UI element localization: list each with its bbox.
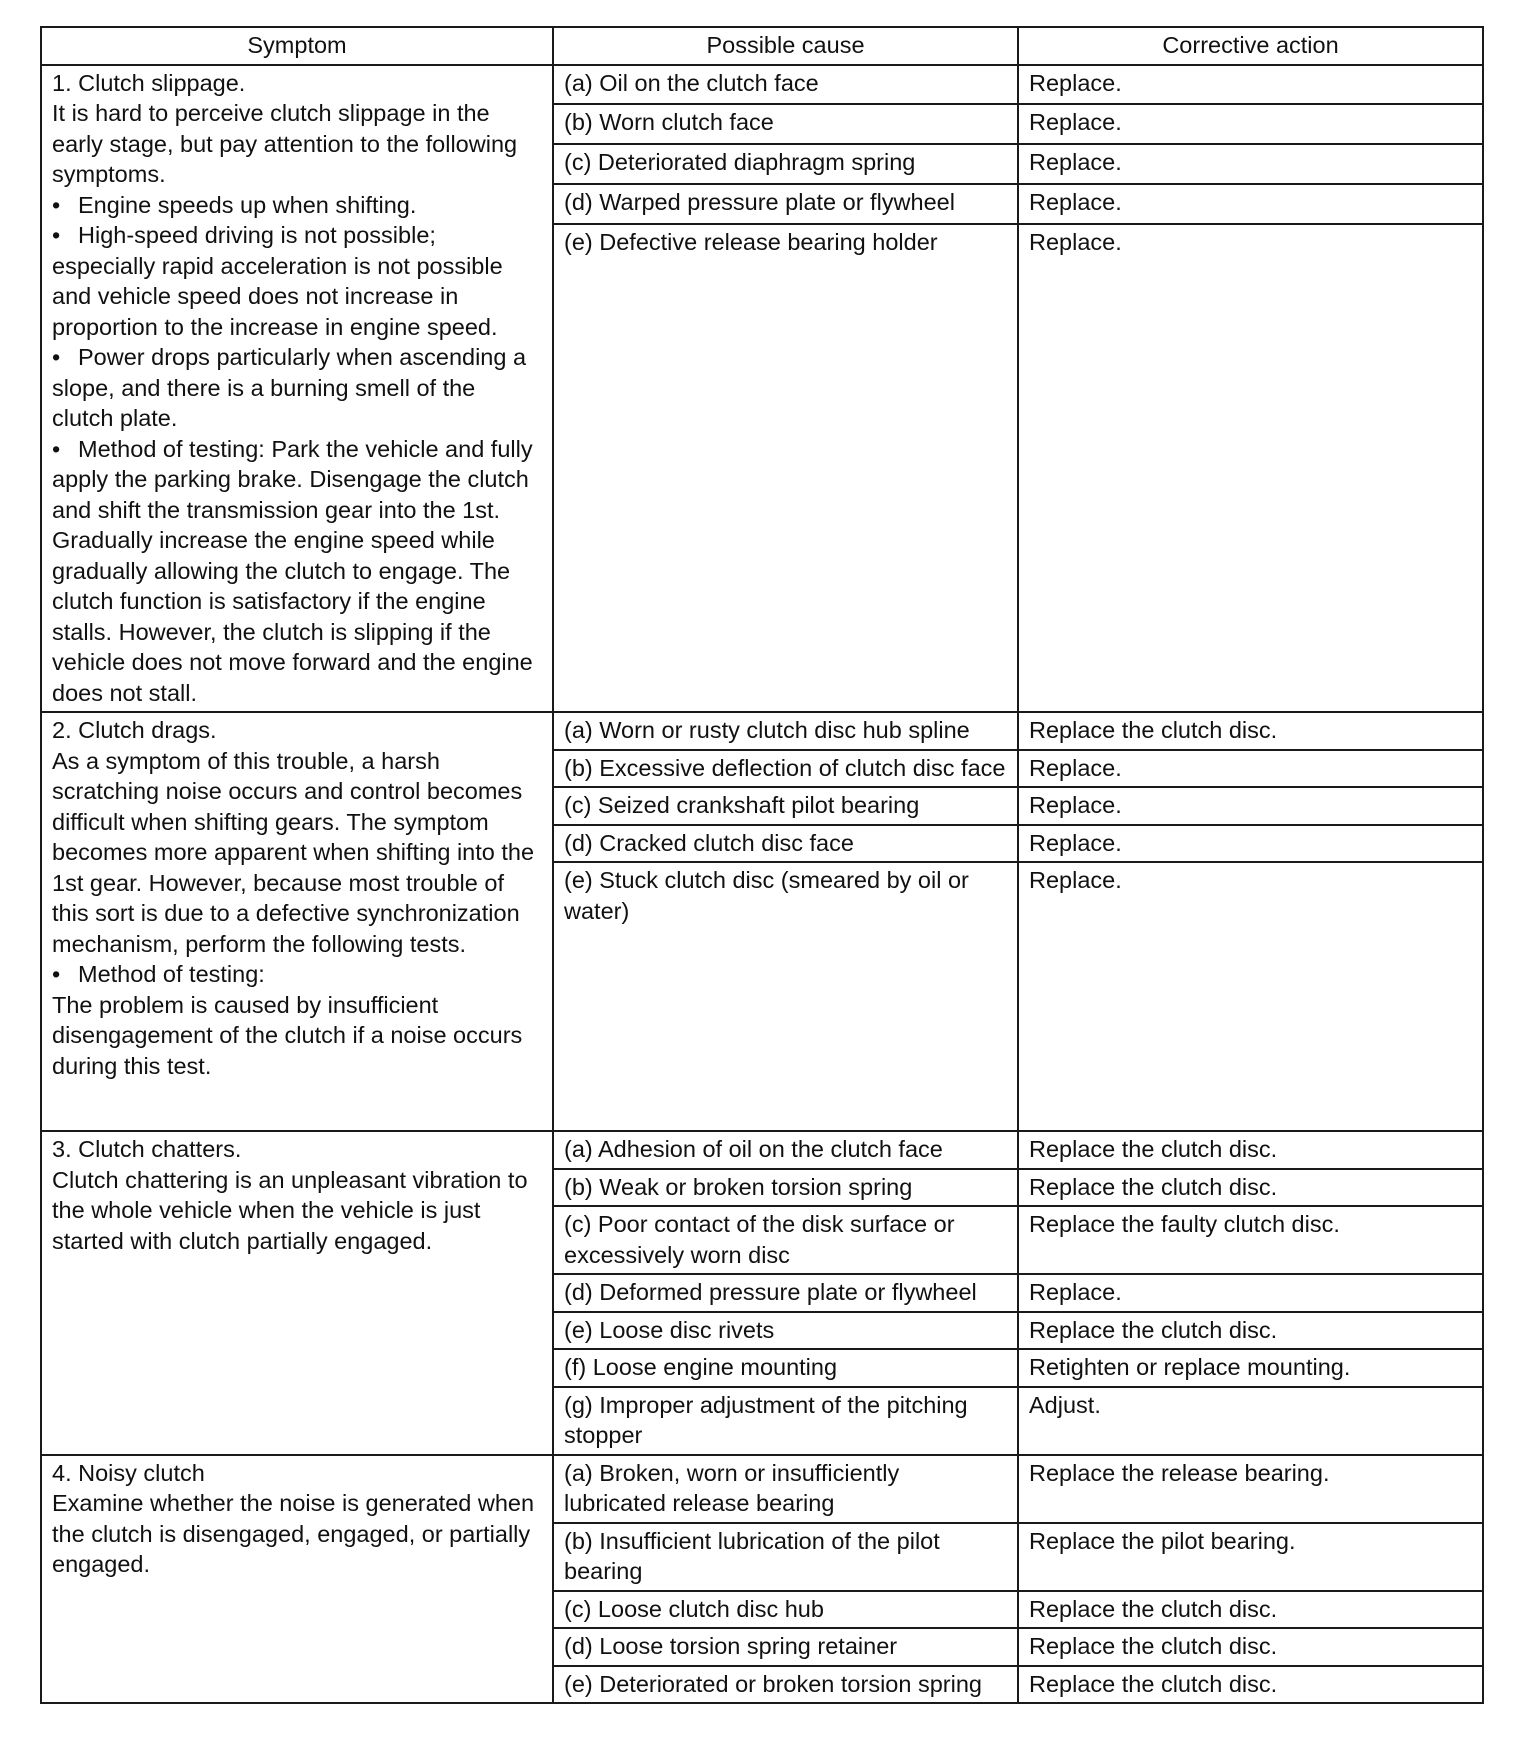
action-cell: Replace the clutch disc.	[1018, 1591, 1483, 1629]
symptom-text: As a symptom of this trouble, a harsh scratching noise occurs and control becomes difficult when shifting gears. The symptom becomes more apparent when shifting into the 1st gear. However, because most trouble of this sort is due to a defective synchronization mechanism, perform the following tests.	[52, 747, 535, 957]
cause-cell: (e) Defective release bearing holder	[553, 224, 1018, 712]
symptom-bullet: • High-speed driving is not possible; especially rapid acceleration is not possible and vehicle speed does not increase in proportion to the increase in engine speed.	[52, 220, 542, 342]
cause-cell: (b) Excessive deflection of clutch disc face	[553, 750, 1018, 788]
symptom-bullet: • Engine speeds up when shifting.	[52, 190, 542, 221]
cause-cell: (a) Worn or rusty clutch disc hub spline	[553, 712, 1018, 750]
symptom-cell	[41, 65, 553, 713]
action-cell: Retighten or replace mounting.	[1018, 1349, 1483, 1387]
symptom-text: 1. Clutch slippage.	[52, 69, 246, 96]
symptom-cell	[41, 1455, 553, 1704]
action-cell: Replace.	[1018, 1274, 1483, 1312]
symptom-bullet: • Method of testing: Park the vehicle and fully apply the parking brake. Disengage the clutch and shift the transmission gear into the 1st. Gradually increase the engine speed while gradually allowing the clutch to engage. The clutch function is satisfactory if the engine stalls. However, the clutch is slipping if the vehicle does not move forward and the engine does not stall.	[52, 434, 542, 709]
cause-cell: (d) Warped pressure plate or flywheel	[553, 184, 1018, 224]
symptom-text: The problem is caused by insufficient disengagement of the clutch if a noise occurs during this test.	[52, 991, 523, 1079]
cause-cell: (c) Seized crankshaft pilot bearing	[553, 787, 1018, 825]
table-row	[41, 1455, 1483, 1523]
cause-cell: (e) Deteriorated or broken torsion spring	[553, 1666, 1018, 1704]
symptom-text: 3. Clutch chatters.	[52, 1136, 242, 1162]
cause-cell: (c) Deteriorated diaphragm spring	[553, 144, 1018, 184]
action-cell: Replace.	[1018, 104, 1483, 144]
table-body	[41, 65, 1483, 1704]
action-cell: Replace the clutch disc.	[1018, 1169, 1483, 1207]
cause-cell: (a) Oil on the clutch face	[553, 65, 1018, 105]
symptom-text: 4. Noisy clutch	[52, 1459, 205, 1486]
action-cell: Replace the clutch disc.	[1018, 1131, 1483, 1169]
action-cell: Adjust.	[1018, 1387, 1483, 1455]
cause-cell: (b) Insufficient lubrication of the pilot bearing	[553, 1523, 1018, 1591]
action-cell: Replace.	[1018, 65, 1483, 105]
cause-cell: (d) Cracked clutch disc face	[553, 825, 1018, 863]
troubleshooting-table	[40, 26, 1484, 1704]
symptom-text: 2. Clutch drags.	[52, 717, 217, 743]
action-cell: Replace the faulty clutch disc.	[1018, 1206, 1483, 1274]
header-possible-cause: Possible cause	[553, 27, 1018, 65]
table-row	[41, 1131, 1483, 1169]
cause-cell: (e) Stuck clutch disc (smeared by oil or water)	[553, 862, 1018, 1131]
cause-cell: (c) Poor contact of the disk surface or excessively worn disc	[553, 1206, 1018, 1274]
cause-cell: (c) Loose clutch disc hub	[553, 1591, 1018, 1629]
header-corrective-action: Corrective action	[1018, 27, 1483, 65]
action-cell: Replace.	[1018, 825, 1483, 863]
symptom-bullet: • Method of testing:	[52, 959, 542, 990]
action-cell: Replace.	[1018, 787, 1483, 825]
cause-cell: (a) Adhesion of oil on the clutch face	[553, 1131, 1018, 1169]
symptom-text: Clutch chattering is an unpleasant vibration to the whole vehicle when the vehicle is just started with clutch partially engaged.	[52, 1166, 528, 1254]
cause-cell: (b) Weak or broken torsion spring	[553, 1169, 1018, 1207]
symptom-cell	[41, 1131, 553, 1455]
table-row	[41, 712, 1483, 750]
action-cell: Replace.	[1018, 184, 1483, 224]
symptom-cell	[41, 712, 553, 1131]
action-cell: Replace.	[1018, 750, 1483, 788]
action-cell: Replace.	[1018, 224, 1483, 712]
cause-cell: (a) Broken, worn or insufficiently lubricated release bearing	[553, 1455, 1018, 1523]
header-symptom: Symptom	[41, 27, 553, 65]
table-header-row	[41, 27, 1483, 65]
action-cell: Replace the pilot bearing.	[1018, 1523, 1483, 1591]
cause-cell: (d) Loose torsion spring retainer	[553, 1628, 1018, 1666]
action-cell: Replace.	[1018, 144, 1483, 184]
cause-cell: (e) Loose disc rivets	[553, 1312, 1018, 1350]
action-cell: Replace the clutch disc.	[1018, 1312, 1483, 1350]
symptom-text: It is hard to perceive clutch slippage in the early stage, but pay attention to the following symptoms.	[52, 100, 518, 187]
table-row	[41, 65, 1483, 105]
action-cell: Replace the clutch disc.	[1018, 712, 1483, 750]
symptom-text: Examine whether the noise is generated when the clutch is disengaged, engaged, or partially engaged.	[52, 1490, 535, 1577]
action-cell: Replace the release bearing.	[1018, 1455, 1483, 1523]
cause-cell: (d) Deformed pressure plate or flywheel	[553, 1274, 1018, 1312]
cause-cell: (f) Loose engine mounting	[553, 1349, 1018, 1387]
action-cell: Replace.	[1018, 862, 1483, 1131]
action-cell: Replace the clutch disc.	[1018, 1666, 1483, 1704]
action-cell: Replace the clutch disc.	[1018, 1628, 1483, 1666]
symptom-bullet: • Power drops particularly when ascending a slope, and there is a burning smell of the clutch plate.	[52, 342, 542, 434]
cause-cell: (b) Worn clutch face	[553, 104, 1018, 144]
cause-cell: (g) Improper adjustment of the pitching stopper	[553, 1387, 1018, 1455]
